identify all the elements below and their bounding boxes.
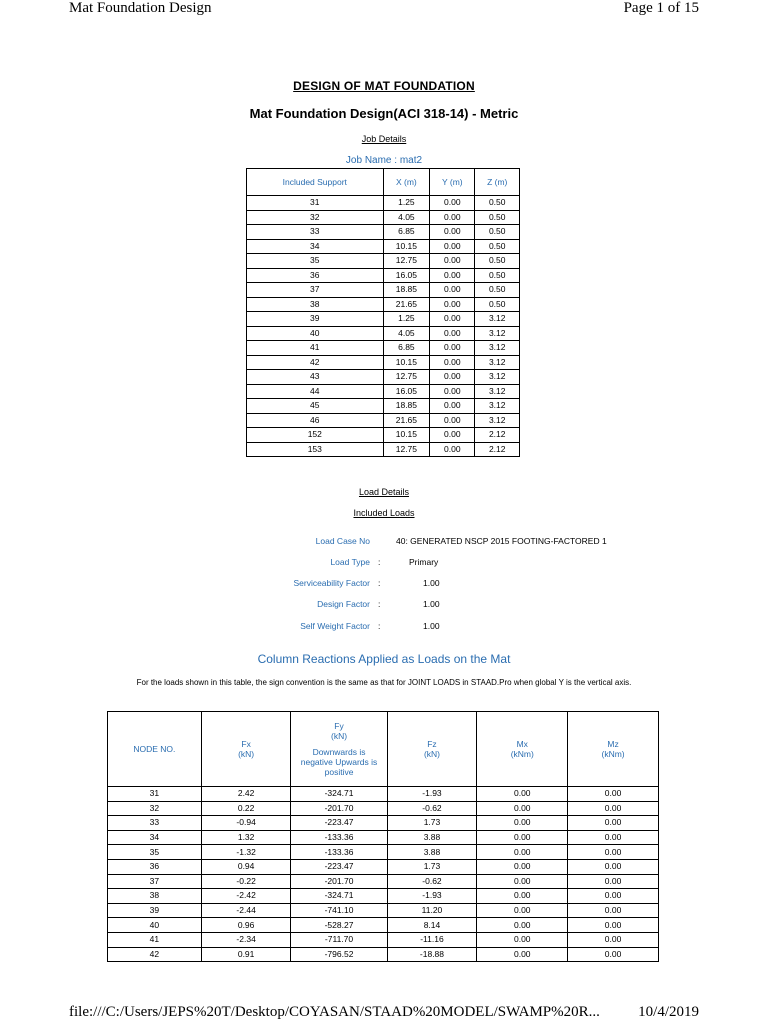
table-row — [247, 428, 520, 443]
table-row — [247, 326, 520, 341]
table-cell: 0.50 — [475, 210, 520, 225]
table-row — [247, 341, 520, 356]
load-detail-label: Serviceability Factor — [293, 578, 370, 588]
table-row — [247, 254, 520, 269]
reaction-header-line: Mx — [516, 739, 528, 749]
reaction-header-cell — [477, 712, 568, 787]
table-cell: 0.50 — [475, 225, 520, 240]
table-cell: 0.00 — [430, 355, 475, 370]
table-cell: 0.00 — [430, 196, 475, 211]
reaction-header-cell — [291, 712, 387, 787]
load-detail-row — [0, 621, 768, 633]
table-cell: 18.85 — [383, 283, 430, 298]
table-cell: 0.50 — [475, 196, 520, 211]
table-cell: 0.00 — [477, 903, 568, 918]
header-page-number: Page 1 of 15 — [623, 0, 699, 16]
table-cell: 0.00 — [430, 428, 475, 443]
load-detail-label: Load Type — [330, 557, 370, 567]
table-cell: 32 — [108, 801, 202, 816]
footer-date: 10/4/2019 — [638, 1004, 699, 1020]
table-cell: 0.00 — [568, 874, 659, 889]
table-cell: 0.00 — [477, 801, 568, 816]
table-cell: 12.75 — [383, 254, 430, 269]
table-cell: 4.05 — [383, 210, 430, 225]
table-cell: 0.00 — [430, 254, 475, 269]
table-cell: 33 — [247, 225, 384, 240]
table-cell: -0.94 — [201, 816, 291, 831]
table-cell: 152 — [247, 428, 384, 443]
job-name: Job Name : mat2 — [345, 155, 423, 166]
table-cell: 31 — [247, 196, 384, 211]
reaction-header-line: NODE NO. — [133, 744, 176, 754]
column-reactions-heading: Column Reactions Applied as Loads on the Mat — [257, 652, 511, 666]
table-cell: 0.50 — [475, 283, 520, 298]
table-cell: 0.00 — [477, 859, 568, 874]
table-cell: 0.22 — [201, 801, 291, 816]
table-cell: -133.36 — [291, 830, 387, 845]
table-cell: 3.12 — [475, 413, 520, 428]
table-cell: 12.75 — [383, 442, 430, 457]
table-row — [247, 225, 520, 240]
table-row — [108, 889, 659, 904]
table-cell: -2.44 — [201, 903, 291, 918]
table-cell: 0.50 — [475, 268, 520, 283]
table-cell: -18.88 — [387, 947, 477, 962]
table-cell: 42 — [247, 355, 384, 370]
table-cell: 0.00 — [430, 399, 475, 414]
table-cell: 1.73 — [387, 859, 477, 874]
support-table-body — [247, 196, 520, 457]
table-cell: 3.12 — [475, 384, 520, 399]
support-table — [246, 168, 520, 457]
table-row — [108, 816, 659, 831]
table-cell: 0.00 — [430, 341, 475, 356]
table-row — [108, 859, 659, 874]
table-cell: 46 — [247, 413, 384, 428]
reaction-table — [107, 711, 659, 962]
table-row — [108, 932, 659, 947]
table-cell: 0.00 — [477, 874, 568, 889]
table-cell: 3.12 — [475, 312, 520, 327]
table-cell: 33 — [108, 816, 202, 831]
table-row — [247, 297, 520, 312]
table-cell: 38 — [108, 889, 202, 904]
reaction-header-line: Mz — [607, 739, 619, 749]
table-cell: 37 — [247, 283, 384, 298]
load-detail-colon: : — [378, 557, 381, 567]
table-cell: 0.00 — [568, 932, 659, 947]
table-cell: 0.00 — [477, 889, 568, 904]
reaction-header-cell — [108, 712, 202, 787]
table-cell: 10.15 — [383, 355, 430, 370]
table-cell: -324.71 — [291, 787, 387, 802]
table-cell: 16.05 — [383, 268, 430, 283]
table-cell: 0.00 — [430, 442, 475, 457]
table-cell: 0.00 — [477, 787, 568, 802]
reaction-header-line: (kNm) — [510, 749, 534, 759]
table-cell: 0.50 — [475, 254, 520, 269]
table-cell: 0.00 — [568, 845, 659, 860]
table-cell: 0.00 — [568, 889, 659, 904]
table-cell: 0.00 — [568, 787, 659, 802]
table-cell: 41 — [247, 341, 384, 356]
table-row — [108, 947, 659, 962]
table-cell: 18.85 — [383, 399, 430, 414]
table-row — [247, 283, 520, 298]
table-cell: 0.00 — [477, 932, 568, 947]
table-row — [247, 239, 520, 254]
table-cell: 0.00 — [430, 370, 475, 385]
load-detail-label: Self Weight Factor — [300, 621, 370, 631]
reaction-header-cell — [568, 712, 659, 787]
table-cell: 39 — [247, 312, 384, 327]
table-row — [247, 370, 520, 385]
load-detail-colon: : — [378, 578, 381, 588]
table-cell: 0.00 — [477, 845, 568, 860]
table-cell: 36 — [108, 859, 202, 874]
table-cell: 0.00 — [430, 297, 475, 312]
table-cell: 3.88 — [387, 830, 477, 845]
table-cell: 0.94 — [201, 859, 291, 874]
table-row — [247, 312, 520, 327]
table-cell: -2.34 — [201, 932, 291, 947]
document-title: DESIGN OF MAT FOUNDATION — [293, 79, 475, 93]
table-row — [108, 787, 659, 802]
table-cell: 0.00 — [477, 918, 568, 933]
reaction-header-line: (kNm) — [601, 749, 625, 759]
table-cell: 0.91 — [201, 947, 291, 962]
table-cell: -324.71 — [291, 889, 387, 904]
table-cell: 42 — [108, 947, 202, 962]
table-cell: 0.00 — [477, 830, 568, 845]
table-cell: 0.00 — [430, 326, 475, 341]
support-header-cell: Z (m) — [475, 169, 520, 196]
table-cell: 0.00 — [430, 239, 475, 254]
load-detail-value: Primary — [409, 557, 439, 567]
table-cell: 41 — [108, 932, 202, 947]
table-cell: -223.47 — [291, 859, 387, 874]
support-table-header — [247, 169, 520, 196]
table-cell: 3.12 — [475, 355, 520, 370]
table-row — [108, 801, 659, 816]
load-detail-row — [0, 599, 768, 611]
table-cell: -1.93 — [387, 787, 477, 802]
reaction-header-cell — [387, 712, 477, 787]
reaction-table-header — [108, 712, 659, 787]
table-cell: 31 — [108, 787, 202, 802]
table-cell: 0.00 — [568, 859, 659, 874]
support-header-cell: X (m) — [383, 169, 430, 196]
table-cell: 0.00 — [568, 801, 659, 816]
table-cell: 35 — [247, 254, 384, 269]
job-details-heading: Job Details — [361, 134, 407, 144]
load-detail-row — [0, 578, 768, 590]
table-cell: 0.00 — [568, 947, 659, 962]
table-cell: -711.70 — [291, 932, 387, 947]
table-cell: 0.00 — [568, 903, 659, 918]
table-cell: -1.93 — [387, 889, 477, 904]
table-cell: 4.05 — [383, 326, 430, 341]
table-cell: 10.15 — [383, 428, 430, 443]
table-cell: 34 — [247, 239, 384, 254]
table-cell: 0.00 — [430, 268, 475, 283]
footer-file-path: file:///C:/Users/JEPS%20T/Desktop/COYASAN/STAAD%20MODEL/SWAMP%20R... — [69, 1004, 600, 1020]
table-cell: -0.22 — [201, 874, 291, 889]
table-cell: 37 — [108, 874, 202, 889]
table-row — [108, 845, 659, 860]
support-header-cell: Included Support — [247, 169, 384, 196]
support-header-cell: Y (m) — [430, 169, 475, 196]
table-cell: 0.00 — [430, 283, 475, 298]
table-cell: 43 — [247, 370, 384, 385]
table-cell: 3.12 — [475, 326, 520, 341]
table-cell: 32 — [247, 210, 384, 225]
table-cell: 10.15 — [383, 239, 430, 254]
table-cell: 40 — [108, 918, 202, 933]
table-cell: 0.00 — [568, 918, 659, 933]
table-row — [108, 830, 659, 845]
reaction-table-body — [108, 787, 659, 962]
table-cell: 2.42 — [201, 787, 291, 802]
reaction-header-line: Fy — [334, 721, 344, 731]
load-detail-value: 40: GENERATED NSCP 2015 FOOTING-FACTORED 1 — [396, 536, 607, 546]
load-detail-row — [0, 557, 768, 569]
included-loads-heading: Included Loads — [353, 508, 415, 518]
table-cell: 3.12 — [475, 399, 520, 414]
table-cell: 44 — [247, 384, 384, 399]
table-cell: 36 — [247, 268, 384, 283]
table-cell: 21.65 — [383, 413, 430, 428]
table-cell: -0.62 — [387, 874, 477, 889]
table-cell: 12.75 — [383, 370, 430, 385]
table-cell: 39 — [108, 903, 202, 918]
table-row — [108, 874, 659, 889]
load-detail-row — [0, 536, 768, 548]
reaction-header-line: Fx — [241, 739, 251, 749]
load-detail-colon: : — [378, 621, 381, 631]
table-cell: 1.73 — [387, 816, 477, 831]
table-cell: 0.00 — [477, 947, 568, 962]
table-cell: 2.12 — [475, 442, 520, 457]
table-row — [108, 918, 659, 933]
table-cell: 1.32 — [201, 830, 291, 845]
page-header — [0, 0, 768, 22]
table-cell: 6.85 — [383, 225, 430, 240]
table-cell: 38 — [247, 297, 384, 312]
reaction-header-line: (kN) — [330, 731, 348, 741]
table-cell: 11.20 — [387, 903, 477, 918]
table-row — [247, 196, 520, 211]
table-row — [247, 399, 520, 414]
table-cell: 8.14 — [387, 918, 477, 933]
load-detail-colon: : — [378, 599, 381, 609]
load-details-heading: Load Details — [358, 487, 410, 497]
table-cell: 2.12 — [475, 428, 520, 443]
table-cell: 1.25 — [383, 312, 430, 327]
reaction-header-line: positive — [324, 767, 354, 777]
table-cell: -796.52 — [291, 947, 387, 962]
table-cell: 0.00 — [430, 312, 475, 327]
header-title: Mat Foundation Design — [69, 0, 212, 16]
load-detail-value: 1.00 — [423, 621, 440, 631]
reaction-header-line: Downwards is — [312, 747, 366, 757]
table-cell: -1.32 — [201, 845, 291, 860]
table-cell: -11.16 — [387, 932, 477, 947]
table-cell: 35 — [108, 845, 202, 860]
table-cell: 40 — [247, 326, 384, 341]
table-cell: 0.00 — [430, 413, 475, 428]
table-cell: -528.27 — [291, 918, 387, 933]
table-cell: 45 — [247, 399, 384, 414]
table-cell: 0.00 — [430, 225, 475, 240]
table-cell: 34 — [108, 830, 202, 845]
table-cell: 153 — [247, 442, 384, 457]
table-row — [247, 210, 520, 225]
table-cell: -201.70 — [291, 874, 387, 889]
table-cell: 3.12 — [475, 341, 520, 356]
table-cell: 0.00 — [477, 816, 568, 831]
table-cell: 21.65 — [383, 297, 430, 312]
table-cell: 0.50 — [475, 297, 520, 312]
table-cell: 3.88 — [387, 845, 477, 860]
load-detail-label: Design Factor — [317, 599, 370, 609]
table-cell: 0.50 — [475, 239, 520, 254]
table-row — [108, 903, 659, 918]
table-cell: 0.00 — [430, 384, 475, 399]
reaction-header-line: (kN) — [423, 749, 440, 759]
table-cell: -741.10 — [291, 903, 387, 918]
table-row — [247, 384, 520, 399]
table-cell: -2.42 — [201, 889, 291, 904]
table-cell: 16.05 — [383, 384, 430, 399]
table-cell: -0.62 — [387, 801, 477, 816]
load-detail-value: 1.00 — [423, 599, 440, 609]
table-row — [247, 268, 520, 283]
table-cell: -201.70 — [291, 801, 387, 816]
table-cell: 6.85 — [383, 341, 430, 356]
table-row — [247, 413, 520, 428]
table-cell: -223.47 — [291, 816, 387, 831]
table-cell: 0.00 — [568, 816, 659, 831]
reaction-header-cell — [201, 712, 291, 787]
load-detail-label: Load Case No — [315, 536, 370, 546]
sign-convention-note: For the loads shown in this table, the sign convention is the same as that for JOINT LOADS in STAAD.Pro when global Y is the vertical axis. — [136, 678, 632, 687]
reaction-header-line: (kN) — [238, 749, 255, 759]
table-cell: 0.00 — [568, 830, 659, 845]
table-cell: 1.25 — [383, 196, 430, 211]
table-cell: -133.36 — [291, 845, 387, 860]
table-cell: 0.96 — [201, 918, 291, 933]
reaction-header-line: negative Upwards is — [300, 757, 378, 767]
table-row — [247, 442, 520, 457]
reaction-header-line: Fz — [427, 739, 437, 749]
table-cell: 3.12 — [475, 370, 520, 385]
load-detail-value: 1.00 — [423, 578, 440, 588]
table-row — [247, 355, 520, 370]
document-subtitle: Mat Foundation Design(ACI 318-14) - Metric — [249, 106, 519, 121]
table-cell: 0.00 — [430, 210, 475, 225]
